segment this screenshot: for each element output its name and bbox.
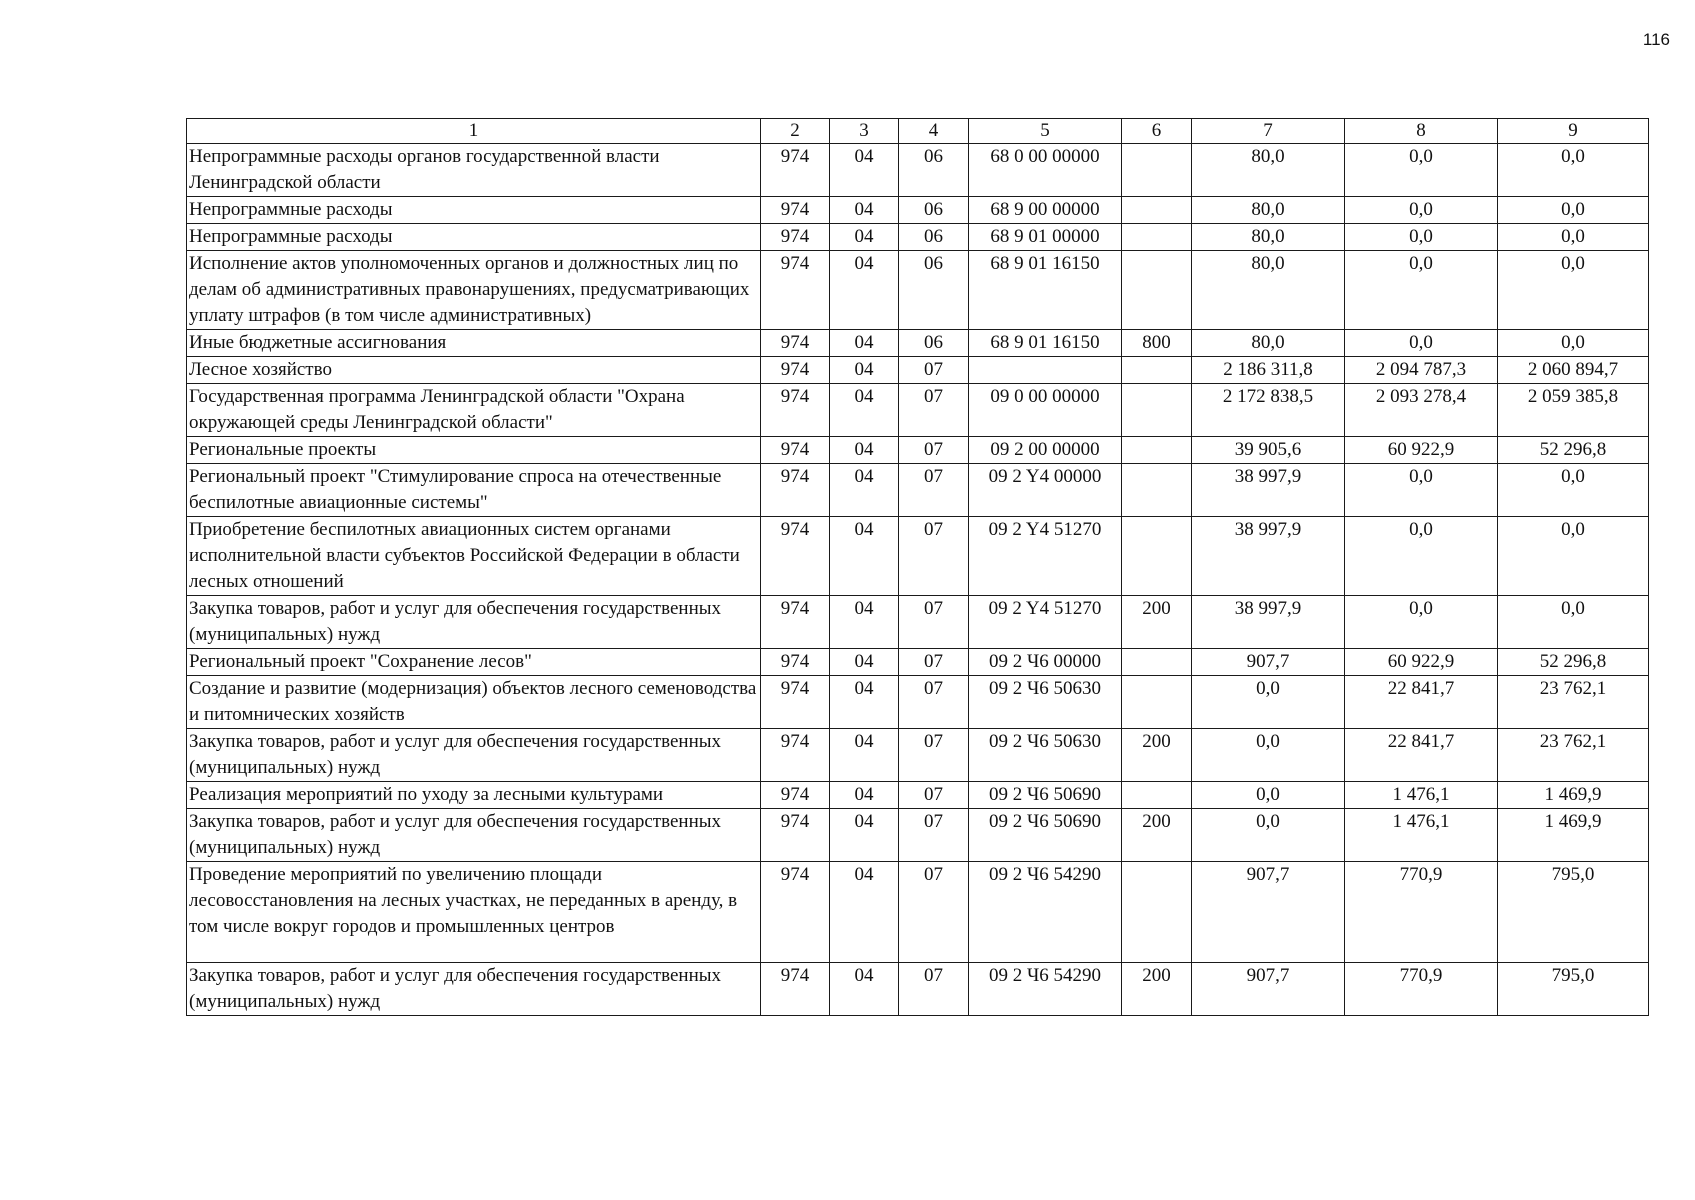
row-name-cell: Закупка товаров, работ и услуг для обеспечения государственных (муниципальных) нужд	[187, 729, 761, 782]
subsection-cell: 06	[899, 251, 969, 330]
target-article-cell: 09 0 00 00000	[969, 384, 1122, 437]
code-cell: 974	[761, 809, 830, 862]
expense-type-cell: 200	[1122, 729, 1192, 782]
table-header-row	[187, 119, 1649, 144]
expense-type-cell	[1122, 517, 1192, 596]
amount-col7-cell: 0,0	[1192, 782, 1345, 809]
amount-col9-cell: 23 762,1	[1498, 676, 1649, 729]
target-article-cell: 68 9 01 16150	[969, 251, 1122, 330]
expense-type-cell: 200	[1122, 963, 1192, 1016]
code-cell: 974	[761, 782, 830, 809]
column-header: 4	[899, 119, 969, 144]
amount-col8-cell: 0,0	[1345, 224, 1498, 251]
section-cell: 04	[830, 729, 899, 782]
target-article-cell: 09 2 Ч6 50690	[969, 809, 1122, 862]
table-row	[187, 224, 1649, 251]
table-row	[187, 809, 1649, 862]
target-article-cell: 68 0 00 00000	[969, 144, 1122, 197]
code-cell: 974	[761, 384, 830, 437]
section-cell: 04	[830, 224, 899, 251]
section-cell: 04	[830, 649, 899, 676]
expense-type-cell	[1122, 649, 1192, 676]
column-header: 7	[1192, 119, 1345, 144]
table-row	[187, 251, 1649, 330]
amount-col8-cell: 1 476,1	[1345, 782, 1498, 809]
expense-type-cell	[1122, 197, 1192, 224]
amount-col9-cell: 0,0	[1498, 197, 1649, 224]
target-article-cell: 68 9 01 00000	[969, 224, 1122, 251]
expense-type-cell	[1122, 384, 1192, 437]
section-cell: 04	[830, 464, 899, 517]
table-row	[187, 729, 1649, 782]
amount-col8-cell: 60 922,9	[1345, 437, 1498, 464]
amount-col8-cell: 2 093 278,4	[1345, 384, 1498, 437]
section-cell: 04	[830, 144, 899, 197]
amount-col9-cell: 52 296,8	[1498, 649, 1649, 676]
table-row	[187, 384, 1649, 437]
table-row	[187, 357, 1649, 384]
row-name-cell: Региональные проекты	[187, 437, 761, 464]
amount-col9-cell: 0,0	[1498, 251, 1649, 330]
amount-col8-cell: 770,9	[1345, 862, 1498, 963]
code-cell: 974	[761, 596, 830, 649]
row-name-cell: Реализация мероприятий по уходу за лесными культурами	[187, 782, 761, 809]
expense-type-cell	[1122, 144, 1192, 197]
table-row	[187, 963, 1649, 1016]
column-header: 6	[1122, 119, 1192, 144]
expense-type-cell	[1122, 437, 1192, 464]
section-cell: 04	[830, 963, 899, 1016]
subsection-cell: 07	[899, 649, 969, 676]
row-name-cell: Региональный проект "Стимулирование спроса на отечественные беспилотные авиационные системы"	[187, 464, 761, 517]
amount-col8-cell: 0,0	[1345, 596, 1498, 649]
amount-col7-cell: 907,7	[1192, 649, 1345, 676]
amount-col9-cell: 0,0	[1498, 464, 1649, 517]
target-article-cell: 09 2 Y4 51270	[969, 517, 1122, 596]
subsection-cell: 07	[899, 464, 969, 517]
code-cell: 974	[761, 144, 830, 197]
amount-col7-cell: 39 905,6	[1192, 437, 1345, 464]
table-row	[187, 862, 1649, 963]
amount-col8-cell: 22 841,7	[1345, 729, 1498, 782]
code-cell: 974	[761, 963, 830, 1016]
code-cell: 974	[761, 517, 830, 596]
section-cell: 04	[830, 330, 899, 357]
row-name-cell: Непрограммные расходы органов государственной власти Ленинградской области	[187, 144, 761, 197]
page-number: 116	[1642, 30, 1670, 49]
amount-col8-cell: 770,9	[1345, 963, 1498, 1016]
subsection-cell: 07	[899, 963, 969, 1016]
target-article-cell: 09 2 Ч6 00000	[969, 649, 1122, 676]
amount-col9-cell: 1 469,9	[1498, 782, 1649, 809]
subsection-cell: 06	[899, 224, 969, 251]
amount-col7-cell: 0,0	[1192, 809, 1345, 862]
code-cell: 974	[761, 224, 830, 251]
amount-col7-cell: 80,0	[1192, 251, 1345, 330]
section-cell: 04	[830, 782, 899, 809]
target-article-cell	[969, 357, 1122, 384]
subsection-cell: 06	[899, 197, 969, 224]
subsection-cell: 07	[899, 517, 969, 596]
target-article-cell: 09 2 Ч6 50630	[969, 676, 1122, 729]
table-row	[187, 437, 1649, 464]
code-cell: 974	[761, 464, 830, 517]
row-name-cell: Непрограммные расходы	[187, 224, 761, 251]
row-name-cell: Иные бюджетные ассигнования	[187, 330, 761, 357]
code-cell: 974	[761, 330, 830, 357]
code-cell: 974	[761, 729, 830, 782]
subsection-cell: 06	[899, 144, 969, 197]
amount-col8-cell: 0,0	[1345, 330, 1498, 357]
target-article-cell: 09 2 Ч6 50690	[969, 782, 1122, 809]
section-cell: 04	[830, 517, 899, 596]
expense-type-cell	[1122, 464, 1192, 517]
section-cell: 04	[830, 809, 899, 862]
expense-type-cell	[1122, 357, 1192, 384]
target-article-cell: 09 2 Y4 00000	[969, 464, 1122, 517]
amount-col8-cell: 0,0	[1345, 251, 1498, 330]
table-row	[187, 649, 1649, 676]
subsection-cell: 07	[899, 357, 969, 384]
amount-col7-cell: 907,7	[1192, 963, 1345, 1016]
amount-col9-cell: 0,0	[1498, 517, 1649, 596]
amount-col8-cell: 60 922,9	[1345, 649, 1498, 676]
row-name-cell: Закупка товаров, работ и услуг для обеспечения государственных (муниципальных) нужд	[187, 963, 761, 1016]
expense-type-cell: 200	[1122, 809, 1192, 862]
expense-type-cell	[1122, 782, 1192, 809]
subsection-cell: 07	[899, 862, 969, 963]
subsection-cell: 07	[899, 384, 969, 437]
code-cell: 974	[761, 197, 830, 224]
amount-col8-cell: 1 476,1	[1345, 809, 1498, 862]
row-name-cell: Региональный проект "Сохранение лесов"	[187, 649, 761, 676]
subsection-cell: 07	[899, 596, 969, 649]
budget-table	[186, 118, 1649, 1016]
amount-col9-cell: 2 059 385,8	[1498, 384, 1649, 437]
target-article-cell: 09 2 00 00000	[969, 437, 1122, 464]
row-name-cell: Создание и развитие (модернизация) объектов лесного семеноводства и питомнических хозяйств	[187, 676, 761, 729]
amount-col7-cell: 80,0	[1192, 224, 1345, 251]
amount-col8-cell: 2 094 787,3	[1345, 357, 1498, 384]
table-row	[187, 517, 1649, 596]
amount-col7-cell: 38 997,9	[1192, 464, 1345, 517]
code-cell: 974	[761, 676, 830, 729]
amount-col8-cell: 0,0	[1345, 464, 1498, 517]
row-name-cell: Исполнение актов уполномоченных органов и должностных лиц по делам об административных правонарушениях, предусматривающих уплату штрафов (в том числе административных)	[187, 251, 761, 330]
amount-col8-cell: 0,0	[1345, 197, 1498, 224]
section-cell: 04	[830, 384, 899, 437]
amount-col9-cell: 0,0	[1498, 224, 1649, 251]
code-cell: 974	[761, 649, 830, 676]
subsection-cell: 07	[899, 782, 969, 809]
code-cell: 974	[761, 862, 830, 963]
section-cell: 04	[830, 676, 899, 729]
section-cell: 04	[830, 197, 899, 224]
expense-type-cell	[1122, 676, 1192, 729]
amount-col9-cell: 52 296,8	[1498, 437, 1649, 464]
amount-col9-cell: 2 060 894,7	[1498, 357, 1649, 384]
table-row	[187, 144, 1649, 197]
target-article-cell: 09 2 Ч6 50630	[969, 729, 1122, 782]
expense-type-cell	[1122, 251, 1192, 330]
code-cell: 974	[761, 357, 830, 384]
row-name-cell: Государственная программа Ленинградской области "Охрана окружающей среды Ленинградской области"	[187, 384, 761, 437]
amount-col7-cell: 0,0	[1192, 676, 1345, 729]
row-name-cell: Закупка товаров, работ и услуг для обеспечения государственных (муниципальных) нужд	[187, 596, 761, 649]
amount-col9-cell: 0,0	[1498, 144, 1649, 197]
section-cell: 04	[830, 357, 899, 384]
code-cell: 974	[761, 437, 830, 464]
amount-col8-cell: 22 841,7	[1345, 676, 1498, 729]
table-row	[187, 330, 1649, 357]
table-row	[187, 596, 1649, 649]
row-name-cell: Проведение мероприятий по увеличению площади лесовосстановления на лесных участках, не переданных в аренду, в том числе вокруг городов и промышленных центров	[187, 862, 761, 963]
subsection-cell: 07	[899, 729, 969, 782]
expense-type-cell: 200	[1122, 596, 1192, 649]
amount-col7-cell: 80,0	[1192, 197, 1345, 224]
amount-col7-cell: 0,0	[1192, 729, 1345, 782]
column-header: 3	[830, 119, 899, 144]
amount-col7-cell: 38 997,9	[1192, 596, 1345, 649]
amount-col9-cell: 0,0	[1498, 596, 1649, 649]
target-article-cell: 09 2 Y4 51270	[969, 596, 1122, 649]
table-row	[187, 464, 1649, 517]
row-name-cell: Лесное хозяйство	[187, 357, 761, 384]
row-name-cell: Приобретение беспилотных авиационных систем органами исполнительной власти субъектов Российской Федерации в области лесных отношений	[187, 517, 761, 596]
amount-col7-cell: 2 172 838,5	[1192, 384, 1345, 437]
amount-col9-cell: 1 469,9	[1498, 809, 1649, 862]
row-name-cell: Непрограммные расходы	[187, 197, 761, 224]
target-article-cell: 68 9 01 16150	[969, 330, 1122, 357]
row-name-cell: Закупка товаров, работ и услуг для обеспечения государственных (муниципальных) нужд	[187, 809, 761, 862]
column-header: 2	[761, 119, 830, 144]
amount-col9-cell: 795,0	[1498, 963, 1649, 1016]
subsection-cell: 07	[899, 437, 969, 464]
column-header: 1	[187, 119, 761, 144]
amount-col7-cell: 907,7	[1192, 862, 1345, 963]
target-article-cell: 68 9 00 00000	[969, 197, 1122, 224]
amount-col9-cell: 795,0	[1498, 862, 1649, 963]
amount-col7-cell: 2 186 311,8	[1192, 357, 1345, 384]
subsection-cell: 06	[899, 330, 969, 357]
column-header: 5	[969, 119, 1122, 144]
table-row	[187, 676, 1649, 729]
table-row	[187, 197, 1649, 224]
subsection-cell: 07	[899, 676, 969, 729]
expense-type-cell	[1122, 224, 1192, 251]
amount-col8-cell: 0,0	[1345, 144, 1498, 197]
code-cell: 974	[761, 251, 830, 330]
target-article-cell: 09 2 Ч6 54290	[969, 963, 1122, 1016]
target-article-cell: 09 2 Ч6 54290	[969, 862, 1122, 963]
column-header: 9	[1498, 119, 1649, 144]
expense-type-cell	[1122, 862, 1192, 963]
amount-col7-cell: 80,0	[1192, 144, 1345, 197]
amount-col9-cell: 0,0	[1498, 330, 1649, 357]
subsection-cell: 07	[899, 809, 969, 862]
amount-col7-cell: 80,0	[1192, 330, 1345, 357]
section-cell: 04	[830, 862, 899, 963]
amount-col8-cell: 0,0	[1345, 517, 1498, 596]
column-header: 8	[1345, 119, 1498, 144]
section-cell: 04	[830, 596, 899, 649]
section-cell: 04	[830, 437, 899, 464]
expense-type-cell: 800	[1122, 330, 1192, 357]
amount-col9-cell: 23 762,1	[1498, 729, 1649, 782]
section-cell: 04	[830, 251, 899, 330]
table-row	[187, 782, 1649, 809]
amount-col7-cell: 38 997,9	[1192, 517, 1345, 596]
